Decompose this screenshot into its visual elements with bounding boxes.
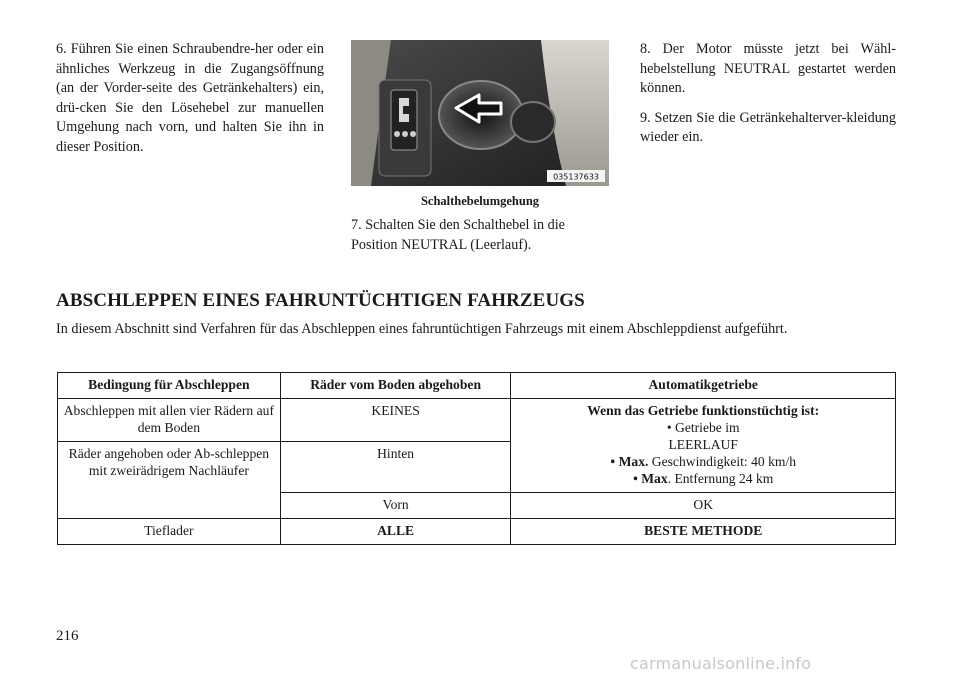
instructions-line-2 [515, 453, 891, 470]
cell-transmission-instructions [511, 399, 896, 493]
shifter-photo-illustration [351, 40, 609, 186]
cell-front-result: OK [511, 493, 896, 519]
page-number: 216 [56, 628, 79, 644]
header-wheels: Räder vom Boden abgehoben [280, 373, 511, 399]
towing-table [57, 372, 896, 545]
instructions-line-1: • Getriebe im [666, 420, 740, 435]
header-condition: Bedingung für Abschleppen [58, 373, 281, 399]
right-column [640, 40, 896, 158]
step-8-text: 8. Der Motor müsste jetzt bei Wähl-hebelstellung NEUTRAL gestartet werden können. [640, 41, 896, 97]
section-heading: ABSCHLEPPEN EINES FAHRUNTÜCHTIGEN FAHRZEUGS [56, 290, 585, 311]
instructions-line-3-bold: • Max [633, 471, 668, 486]
instructions-line-3 [515, 470, 891, 487]
middle-column [351, 216, 609, 265]
cell-condition-four-wheels: Abschleppen mit allen vier Rädern auf dem Boden [58, 399, 281, 442]
cell-condition-flatbed: Tieflader [58, 519, 281, 545]
cell-wheels-all: ALLE [280, 519, 511, 545]
step-7-text: 7. Schalten Sie den Schalthebel in die Position NEUTRAL (Leerlauf). [351, 217, 565, 253]
table-header-row [58, 373, 896, 399]
watermark-text: carmanualsonline.info [630, 654, 812, 673]
instructions-title: Wenn das Getriebe funktionstüchtig ist: [587, 403, 820, 418]
cell-wheels-front: Vorn [280, 493, 511, 519]
instructions-line-3-rest: . Entfernung 24 km [667, 471, 774, 486]
cell-wheels-rear: Hinten [280, 442, 511, 493]
table-row [58, 519, 896, 545]
instructions-line-1b: LEERLAUF [668, 437, 738, 452]
left-column [56, 40, 324, 168]
instructions-line-2-rest: Geschwindigkeit: 40 km/h [648, 454, 797, 469]
step-6-text: 6. Führen Sie einen Schraubendre-her oder ein ähnliches Werkzeug in die Zugangsöffnung (an der Vorder-seite des Getränkehalters) ein, drü-cken Sie den Lösehebel zur manuellen Umgehung nach vorn, und halten Sie ihn in dieser Position. [56, 41, 324, 155]
cell-wheels-none: KEINES [280, 399, 511, 442]
table-row [58, 399, 896, 442]
step-9-text: 9. Setzen Sie die Getränkehalterver-kleidung wieder ein. [640, 109, 896, 146]
instructions-line-2-bold: • Max. [610, 454, 649, 469]
cell-best-method: BESTE METHODE [511, 519, 896, 545]
section-intro: In diesem Abschnitt sind Verfahren für das Abschleppen eines fahruntüchtigen Fahrzeugs mit einem Abschleppdienst aufgeführt. [56, 321, 788, 337]
figure-caption: Schalthebelumgehung [420, 194, 540, 208]
shifter-photo [351, 40, 609, 186]
cell-condition-raised-wheels: Räder angehoben oder Ab-schleppen mit zweirädrigem Nachläufer [58, 442, 281, 519]
figure-code: 035137633 [553, 172, 599, 182]
header-transmission: Automatikgetriebe [511, 373, 896, 399]
